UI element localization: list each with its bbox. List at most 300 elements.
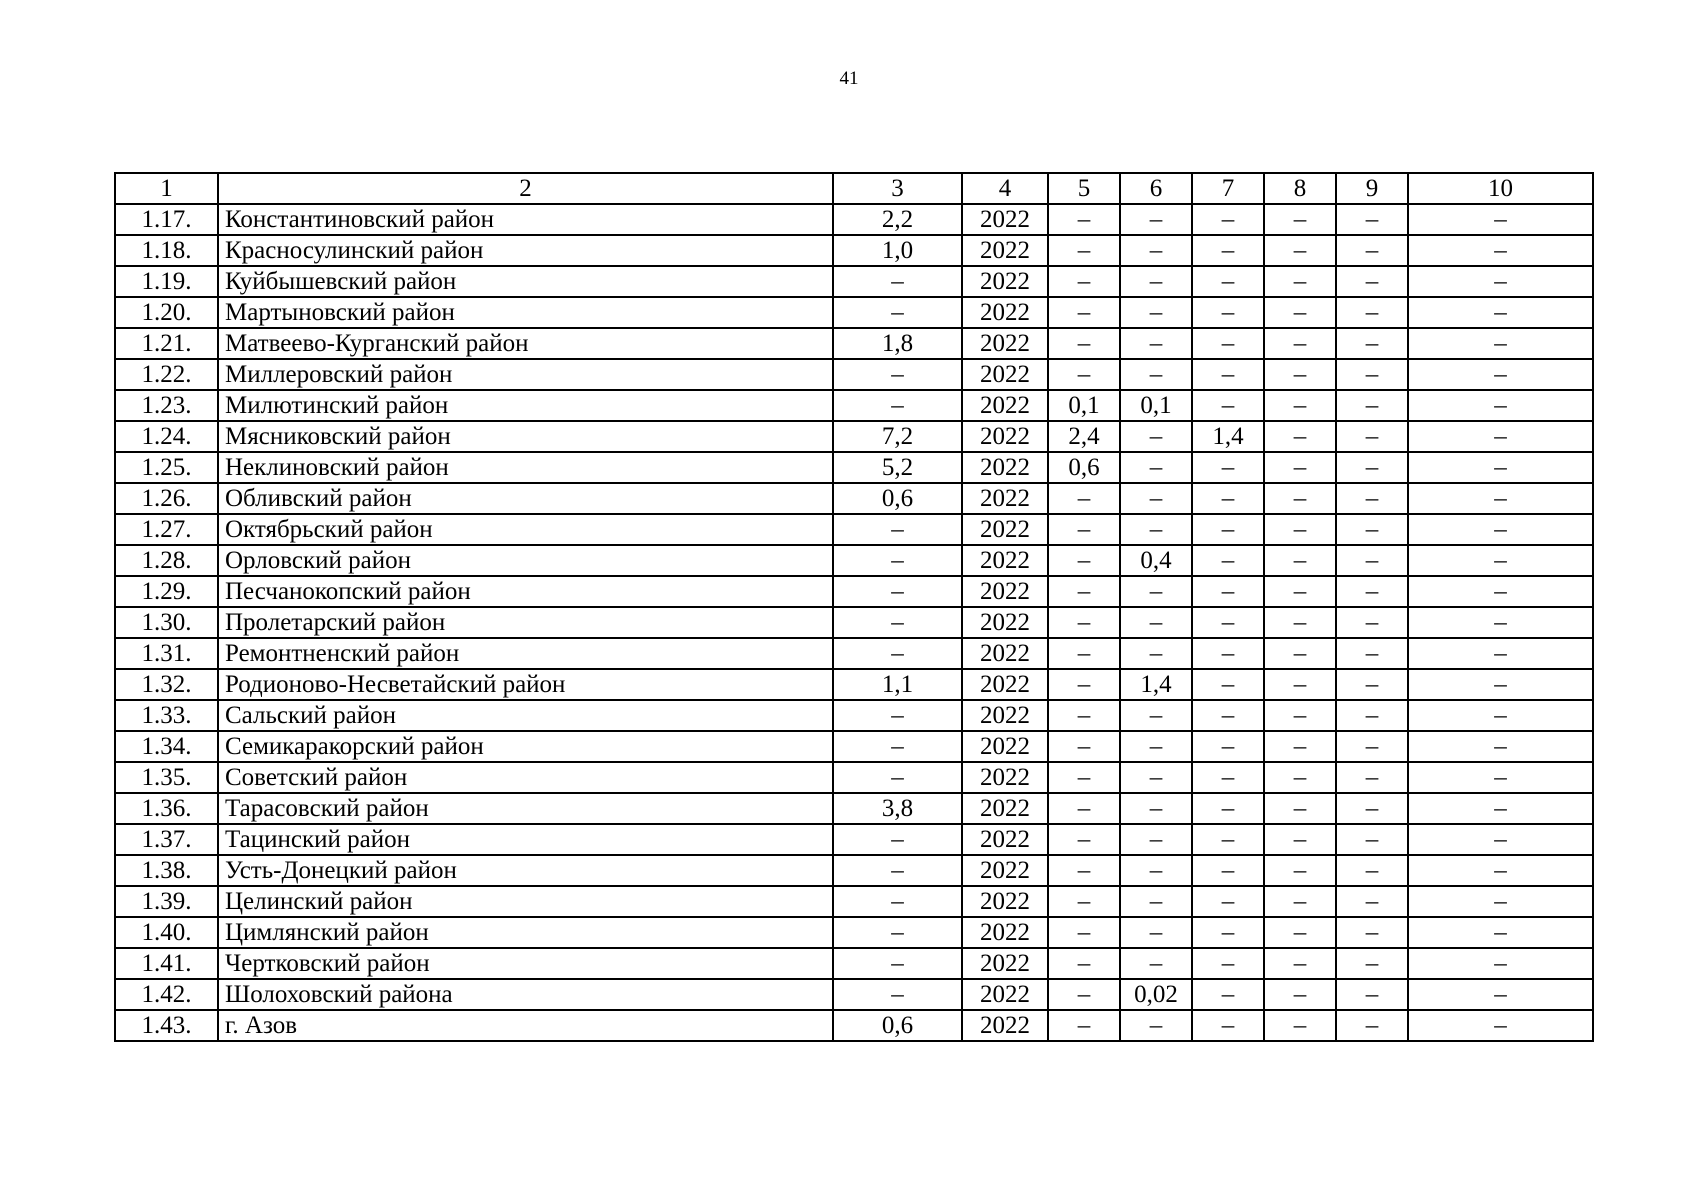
- col6-cell: –: [1120, 824, 1192, 855]
- col10-cell: –: [1408, 483, 1593, 514]
- header-row: [115, 173, 1593, 204]
- table-row: [115, 917, 1593, 948]
- col6-cell: –: [1120, 235, 1192, 266]
- col10-cell: –: [1408, 607, 1593, 638]
- district-cell: Миллеровский район: [218, 359, 833, 390]
- col5-cell: –: [1048, 607, 1120, 638]
- year-cell: 2022: [962, 545, 1048, 576]
- district-cell: Милютинский район: [218, 390, 833, 421]
- col9-cell: –: [1336, 328, 1408, 359]
- table-row: [115, 1010, 1593, 1041]
- table-row: [115, 979, 1593, 1010]
- number-cell: 1.37.: [115, 824, 218, 855]
- year-cell: 2022: [962, 204, 1048, 235]
- col5-cell: –: [1048, 204, 1120, 235]
- table-row: [115, 793, 1593, 824]
- col5-cell: –: [1048, 328, 1120, 359]
- district-cell: Родионово-Несветайский район: [218, 669, 833, 700]
- header-cell-6: 6: [1120, 173, 1192, 204]
- year-cell: 2022: [962, 793, 1048, 824]
- col8-cell: –: [1264, 483, 1336, 514]
- district-cell: Цимлянский район: [218, 917, 833, 948]
- header-cell-9: 9: [1336, 173, 1408, 204]
- col10-cell: –: [1408, 824, 1593, 855]
- year-cell: 2022: [962, 452, 1048, 483]
- col3-cell: –: [833, 855, 962, 886]
- year-cell: 2022: [962, 886, 1048, 917]
- col3-cell: –: [833, 948, 962, 979]
- col6-cell: –: [1120, 359, 1192, 390]
- col10-cell: –: [1408, 235, 1593, 266]
- col9-cell: –: [1336, 793, 1408, 824]
- col8-cell: –: [1264, 824, 1336, 855]
- number-cell: 1.32.: [115, 669, 218, 700]
- number-cell: 1.25.: [115, 452, 218, 483]
- number-cell: 1.34.: [115, 731, 218, 762]
- year-cell: 2022: [962, 824, 1048, 855]
- table-row: [115, 762, 1593, 793]
- district-cell: Октябрьский район: [218, 514, 833, 545]
- col8-cell: –: [1264, 638, 1336, 669]
- col10-cell: –: [1408, 452, 1593, 483]
- col10-cell: –: [1408, 731, 1593, 762]
- col9-cell: –: [1336, 917, 1408, 948]
- col10-cell: –: [1408, 948, 1593, 979]
- header-cell-1: 1: [115, 173, 218, 204]
- col7-cell: –: [1192, 948, 1264, 979]
- col8-cell: –: [1264, 421, 1336, 452]
- col7-cell: –: [1192, 669, 1264, 700]
- district-cell: Куйбышевский район: [218, 266, 833, 297]
- col8-cell: –: [1264, 235, 1336, 266]
- col9-cell: –: [1336, 1010, 1408, 1041]
- table-row: [115, 948, 1593, 979]
- col5-cell: –: [1048, 793, 1120, 824]
- header-cell-7: 7: [1192, 173, 1264, 204]
- col6-cell: –: [1120, 421, 1192, 452]
- number-cell: 1.28.: [115, 545, 218, 576]
- col8-cell: –: [1264, 855, 1336, 886]
- col7-cell: –: [1192, 266, 1264, 297]
- col8-cell: –: [1264, 1010, 1336, 1041]
- col7-cell: –: [1192, 359, 1264, 390]
- col7-cell: –: [1192, 204, 1264, 235]
- col6-cell: –: [1120, 886, 1192, 917]
- col6-cell: –: [1120, 607, 1192, 638]
- year-cell: 2022: [962, 266, 1048, 297]
- col8-cell: –: [1264, 297, 1336, 328]
- year-cell: 2022: [962, 359, 1048, 390]
- col6-cell: –: [1120, 1010, 1192, 1041]
- col9-cell: –: [1336, 855, 1408, 886]
- number-cell: 1.27.: [115, 514, 218, 545]
- col6-cell: –: [1120, 731, 1192, 762]
- col6-cell: –: [1120, 204, 1192, 235]
- number-cell: 1.31.: [115, 638, 218, 669]
- col5-cell: –: [1048, 917, 1120, 948]
- col9-cell: –: [1336, 483, 1408, 514]
- district-cell: Советский район: [218, 762, 833, 793]
- year-cell: 2022: [962, 917, 1048, 948]
- col8-cell: –: [1264, 886, 1336, 917]
- col6-cell: –: [1120, 762, 1192, 793]
- col3-cell: –: [833, 824, 962, 855]
- col8-cell: –: [1264, 731, 1336, 762]
- col10-cell: –: [1408, 917, 1593, 948]
- col3-cell: –: [833, 576, 962, 607]
- header-cell-5: 5: [1048, 173, 1120, 204]
- col9-cell: –: [1336, 297, 1408, 328]
- col7-cell: –: [1192, 700, 1264, 731]
- table-row: [115, 700, 1593, 731]
- district-cell: Тацинский район: [218, 824, 833, 855]
- col8-cell: –: [1264, 328, 1336, 359]
- col9-cell: –: [1336, 638, 1408, 669]
- number-cell: 1.33.: [115, 700, 218, 731]
- col5-cell: 0,6: [1048, 452, 1120, 483]
- col9-cell: –: [1336, 607, 1408, 638]
- district-cell: Обливский район: [218, 483, 833, 514]
- col9-cell: –: [1336, 204, 1408, 235]
- col10-cell: –: [1408, 328, 1593, 359]
- year-cell: 2022: [962, 855, 1048, 886]
- header-cell-8: 8: [1264, 173, 1336, 204]
- col6-cell: 0,02: [1120, 979, 1192, 1010]
- table-row: [115, 359, 1593, 390]
- col3-cell: 0,6: [833, 483, 962, 514]
- col8-cell: –: [1264, 266, 1336, 297]
- col7-cell: –: [1192, 979, 1264, 1010]
- col5-cell: –: [1048, 545, 1120, 576]
- col6-cell: –: [1120, 948, 1192, 979]
- col10-cell: –: [1408, 297, 1593, 328]
- number-cell: 1.21.: [115, 328, 218, 359]
- year-cell: 2022: [962, 235, 1048, 266]
- number-cell: 1.36.: [115, 793, 218, 824]
- col3-cell: 1,0: [833, 235, 962, 266]
- col3-cell: –: [833, 917, 962, 948]
- col6-cell: –: [1120, 297, 1192, 328]
- number-cell: 1.40.: [115, 917, 218, 948]
- year-cell: 2022: [962, 483, 1048, 514]
- col3-cell: –: [833, 638, 962, 669]
- col5-cell: –: [1048, 359, 1120, 390]
- col6-cell: 0,1: [1120, 390, 1192, 421]
- col3-cell: 7,2: [833, 421, 962, 452]
- year-cell: 2022: [962, 390, 1048, 421]
- col5-cell: 2,4: [1048, 421, 1120, 452]
- district-cell: Константиновский район: [218, 204, 833, 235]
- col3-cell: –: [833, 700, 962, 731]
- district-cell: Неклиновский район: [218, 452, 833, 483]
- table-body: [115, 173, 1593, 1041]
- district-cell: г. Азов: [218, 1010, 833, 1041]
- col6-cell: –: [1120, 266, 1192, 297]
- col8-cell: –: [1264, 452, 1336, 483]
- number-cell: 1.43.: [115, 1010, 218, 1041]
- district-cell: Целинский район: [218, 886, 833, 917]
- year-cell: 2022: [962, 638, 1048, 669]
- number-cell: 1.38.: [115, 855, 218, 886]
- district-cell: Чертковский район: [218, 948, 833, 979]
- col7-cell: –: [1192, 886, 1264, 917]
- col3-cell: –: [833, 762, 962, 793]
- district-cell: Ремонтненский район: [218, 638, 833, 669]
- col3-cell: 3,8: [833, 793, 962, 824]
- district-cell: Тарасовский район: [218, 793, 833, 824]
- number-cell: 1.20.: [115, 297, 218, 328]
- table-row: [115, 452, 1593, 483]
- col9-cell: –: [1336, 979, 1408, 1010]
- col3-cell: 5,2: [833, 452, 962, 483]
- col7-cell: –: [1192, 483, 1264, 514]
- col7-cell: –: [1192, 297, 1264, 328]
- col7-cell: –: [1192, 452, 1264, 483]
- col3-cell: –: [833, 731, 962, 762]
- col10-cell: –: [1408, 1010, 1593, 1041]
- col7-cell: –: [1192, 390, 1264, 421]
- col6-cell: –: [1120, 917, 1192, 948]
- col5-cell: –: [1048, 669, 1120, 700]
- district-cell: Красносулинский район: [218, 235, 833, 266]
- col3-cell: –: [833, 514, 962, 545]
- number-cell: 1.18.: [115, 235, 218, 266]
- col8-cell: –: [1264, 917, 1336, 948]
- district-cell: Матвеево-Курганский район: [218, 328, 833, 359]
- col10-cell: –: [1408, 762, 1593, 793]
- col10-cell: –: [1408, 390, 1593, 421]
- col3-cell: –: [833, 359, 962, 390]
- col5-cell: –: [1048, 824, 1120, 855]
- col3-cell: –: [833, 886, 962, 917]
- year-cell: 2022: [962, 762, 1048, 793]
- col9-cell: –: [1336, 545, 1408, 576]
- col10-cell: –: [1408, 855, 1593, 886]
- col7-cell: –: [1192, 855, 1264, 886]
- number-cell: 1.24.: [115, 421, 218, 452]
- col7-cell: –: [1192, 762, 1264, 793]
- col9-cell: –: [1336, 421, 1408, 452]
- col9-cell: –: [1336, 700, 1408, 731]
- col3-cell: 1,1: [833, 669, 962, 700]
- table-row: [115, 235, 1593, 266]
- col5-cell: –: [1048, 266, 1120, 297]
- col3-cell: –: [833, 390, 962, 421]
- table-row: [115, 514, 1593, 545]
- table-row: [115, 297, 1593, 328]
- col7-cell: –: [1192, 328, 1264, 359]
- year-cell: 2022: [962, 731, 1048, 762]
- table-row: [115, 824, 1593, 855]
- number-cell: 1.39.: [115, 886, 218, 917]
- col8-cell: –: [1264, 204, 1336, 235]
- header-cell-3: 3: [833, 173, 962, 204]
- col5-cell: –: [1048, 979, 1120, 1010]
- table-row: [115, 421, 1593, 452]
- col6-cell: –: [1120, 700, 1192, 731]
- col9-cell: –: [1336, 886, 1408, 917]
- district-cell: Семикаракорский район: [218, 731, 833, 762]
- district-cell: Мясниковский район: [218, 421, 833, 452]
- col9-cell: –: [1336, 731, 1408, 762]
- table-row: [115, 855, 1593, 886]
- col7-cell: –: [1192, 576, 1264, 607]
- col5-cell: –: [1048, 638, 1120, 669]
- number-cell: 1.26.: [115, 483, 218, 514]
- col6-cell: –: [1120, 514, 1192, 545]
- table-row: [115, 483, 1593, 514]
- col7-cell: –: [1192, 793, 1264, 824]
- table-row: [115, 886, 1593, 917]
- col10-cell: –: [1408, 886, 1593, 917]
- col6-cell: –: [1120, 793, 1192, 824]
- col7-cell: –: [1192, 607, 1264, 638]
- col9-cell: –: [1336, 390, 1408, 421]
- table-row: [115, 266, 1593, 297]
- col10-cell: –: [1408, 979, 1593, 1010]
- page-number: 41: [839, 68, 859, 89]
- district-cell: Сальский район: [218, 700, 833, 731]
- col7-cell: –: [1192, 235, 1264, 266]
- number-cell: 1.17.: [115, 204, 218, 235]
- year-cell: 2022: [962, 576, 1048, 607]
- col7-cell: –: [1192, 917, 1264, 948]
- col5-cell: –: [1048, 762, 1120, 793]
- number-cell: 1.22.: [115, 359, 218, 390]
- col3-cell: –: [833, 545, 962, 576]
- col8-cell: –: [1264, 514, 1336, 545]
- col5-cell: –: [1048, 235, 1120, 266]
- col10-cell: –: [1408, 793, 1593, 824]
- col3-cell: –: [833, 607, 962, 638]
- col9-cell: –: [1336, 948, 1408, 979]
- header-cell-10: 10: [1408, 173, 1593, 204]
- district-cell: Орловский район: [218, 545, 833, 576]
- col7-cell: –: [1192, 1010, 1264, 1041]
- col6-cell: 0,4: [1120, 545, 1192, 576]
- header-cell-4: 4: [962, 173, 1048, 204]
- table-row: [115, 328, 1593, 359]
- year-cell: 2022: [962, 607, 1048, 638]
- number-cell: 1.29.: [115, 576, 218, 607]
- district-cell: Песчанокопский район: [218, 576, 833, 607]
- col9-cell: –: [1336, 669, 1408, 700]
- col8-cell: –: [1264, 762, 1336, 793]
- col8-cell: –: [1264, 948, 1336, 979]
- year-cell: 2022: [962, 328, 1048, 359]
- table-row: [115, 669, 1593, 700]
- year-cell: 2022: [962, 669, 1048, 700]
- col7-cell: 1,4: [1192, 421, 1264, 452]
- col10-cell: –: [1408, 204, 1593, 235]
- table-row: [115, 204, 1593, 235]
- col3-cell: 0,6: [833, 1010, 962, 1041]
- year-cell: 2022: [962, 948, 1048, 979]
- col5-cell: –: [1048, 700, 1120, 731]
- col5-cell: –: [1048, 855, 1120, 886]
- number-cell: 1.19.: [115, 266, 218, 297]
- table-row: [115, 390, 1593, 421]
- year-cell: 2022: [962, 979, 1048, 1010]
- col9-cell: –: [1336, 824, 1408, 855]
- col8-cell: –: [1264, 793, 1336, 824]
- year-cell: 2022: [962, 297, 1048, 328]
- col7-cell: –: [1192, 731, 1264, 762]
- col3-cell: –: [833, 266, 962, 297]
- number-cell: 1.35.: [115, 762, 218, 793]
- year-cell: 2022: [962, 514, 1048, 545]
- table-row: [115, 576, 1593, 607]
- col8-cell: –: [1264, 359, 1336, 390]
- col8-cell: –: [1264, 607, 1336, 638]
- col5-cell: –: [1048, 514, 1120, 545]
- header-cell-2: 2: [218, 173, 833, 204]
- col10-cell: –: [1408, 638, 1593, 669]
- col8-cell: –: [1264, 979, 1336, 1010]
- col10-cell: –: [1408, 266, 1593, 297]
- year-cell: 2022: [962, 700, 1048, 731]
- year-cell: 2022: [962, 421, 1048, 452]
- col9-cell: –: [1336, 452, 1408, 483]
- col6-cell: –: [1120, 638, 1192, 669]
- col3-cell: 2,2: [833, 204, 962, 235]
- district-cell: Мартыновский район: [218, 297, 833, 328]
- col3-cell: –: [833, 979, 962, 1010]
- col3-cell: –: [833, 297, 962, 328]
- year-cell: 2022: [962, 1010, 1048, 1041]
- col10-cell: –: [1408, 421, 1593, 452]
- col6-cell: –: [1120, 576, 1192, 607]
- col8-cell: –: [1264, 576, 1336, 607]
- col10-cell: –: [1408, 545, 1593, 576]
- col5-cell: –: [1048, 948, 1120, 979]
- col5-cell: –: [1048, 576, 1120, 607]
- col8-cell: –: [1264, 700, 1336, 731]
- col10-cell: –: [1408, 700, 1593, 731]
- col5-cell: –: [1048, 731, 1120, 762]
- district-cell: Усть-Донецкий район: [218, 855, 833, 886]
- col5-cell: –: [1048, 886, 1120, 917]
- col10-cell: –: [1408, 576, 1593, 607]
- table-row: [115, 545, 1593, 576]
- col5-cell: 0,1: [1048, 390, 1120, 421]
- district-cell: Шолоховский района: [218, 979, 833, 1010]
- col9-cell: –: [1336, 514, 1408, 545]
- col5-cell: –: [1048, 483, 1120, 514]
- col7-cell: –: [1192, 545, 1264, 576]
- table-row: [115, 638, 1593, 669]
- col7-cell: –: [1192, 638, 1264, 669]
- col5-cell: –: [1048, 297, 1120, 328]
- col8-cell: –: [1264, 545, 1336, 576]
- col3-cell: 1,8: [833, 328, 962, 359]
- number-cell: 1.23.: [115, 390, 218, 421]
- data-table: [114, 172, 1594, 1042]
- col10-cell: –: [1408, 359, 1593, 390]
- col9-cell: –: [1336, 266, 1408, 297]
- number-cell: 1.41.: [115, 948, 218, 979]
- col6-cell: –: [1120, 452, 1192, 483]
- number-cell: 1.42.: [115, 979, 218, 1010]
- col6-cell: –: [1120, 483, 1192, 514]
- col6-cell: –: [1120, 855, 1192, 886]
- col9-cell: –: [1336, 762, 1408, 793]
- col5-cell: –: [1048, 1010, 1120, 1041]
- col8-cell: –: [1264, 390, 1336, 421]
- table-row: [115, 607, 1593, 638]
- col6-cell: 1,4: [1120, 669, 1192, 700]
- number-cell: 1.30.: [115, 607, 218, 638]
